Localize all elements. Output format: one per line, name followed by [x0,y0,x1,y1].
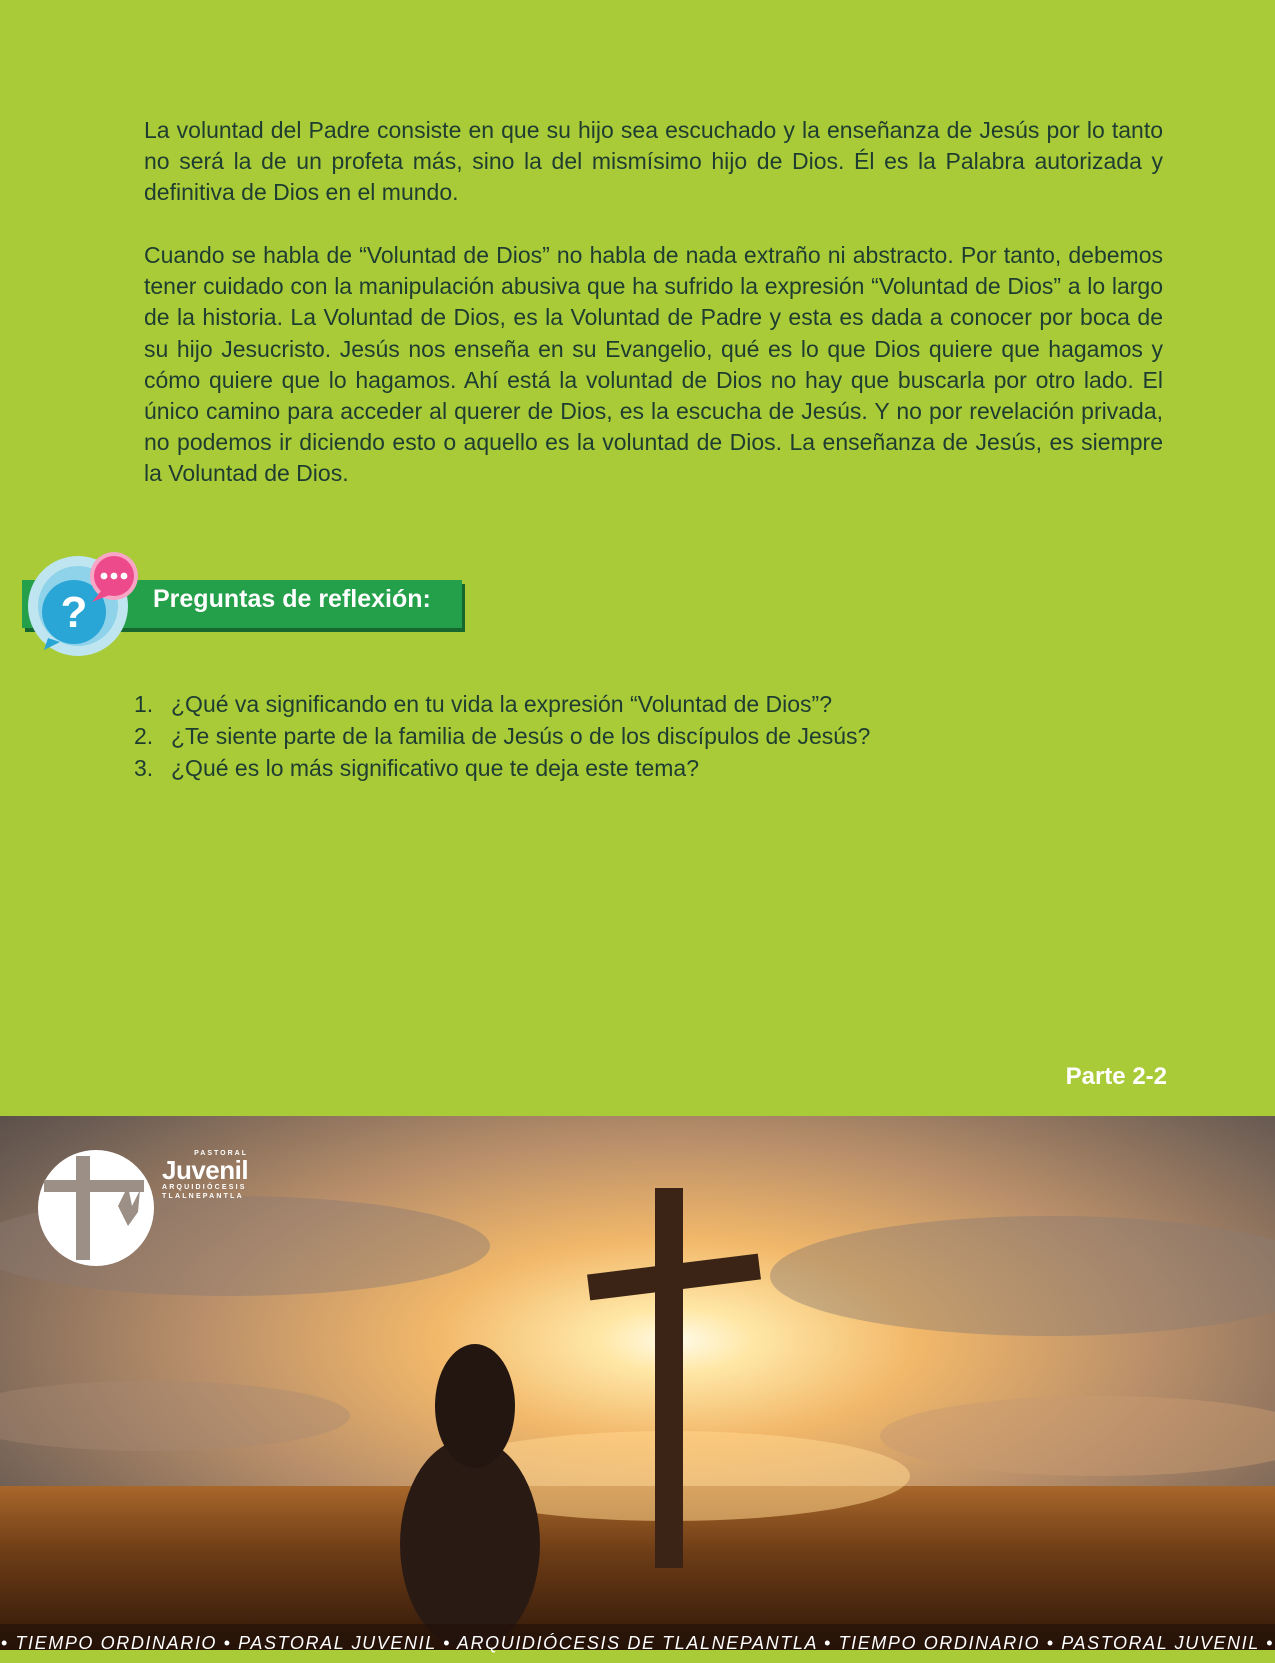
question-text: ¿Qué es lo más significativo que te deja este tema? [171,755,700,781]
body-paragraph-1: La voluntad del Padre consiste en que su hijo sea escuchado y la enseñanza de Jesús por lo tanto no será la de un profeta más, sino la del mismísimo hijo de Dios. Él es la Palabra autorizada y definitiva de Dios en el mundo. [144,117,1163,206]
list-item [130,720,870,752]
reflection-header [18,550,468,660]
logo-text [162,1150,248,1201]
reflection-title: Preguntas de reflexión: [153,585,431,613]
part-label: Parte 2-2 [1065,1063,1167,1090]
question-number: 1. [134,691,154,717]
logo-top-text: PASTORAL [194,1150,248,1157]
body-paragraph-2: Cuando se habla de “Voluntad de Dios” no habla de nada extraño ni abstracto. Por tanto, debemos tener cuidado con la manipulación abusiva que ha sufrido la expresión “Voluntad de Dios” a lo largo de la historia. La Voluntad de Dios, es la Voluntad de Padre y esta es dada a conocer por boca de su hijo Jesucristo. Jesús nos enseña en su Evangelio, qué es lo que Dios quiere que hagamos y cómo quiere que lo hagamos. Ahí está la voluntad de Dios no hay que buscarla por otro lado. El único camino para acceder al querer de Dios, es la escucha de Jesús. Y no por revelación privada, no podemos ir diciendo esto o aquello es la voluntad de Dios. La enseñanza de Jesús, es siempre la Voluntad de Dios. [144,242,1163,487]
list-item [130,688,870,720]
question-number: 2. [134,723,154,749]
question-text: ¿Qué va significando en tu vida la expresión “Voluntad de Dios”? [171,691,833,717]
svg-text:?: ? [60,588,88,637]
pastoral-juvenil-logo [36,1146,266,1270]
chat-bubble-icon [84,552,142,604]
logo-main-text: Juvenil [162,1155,249,1185]
logo-sub-line-2: TLALNEPANTLA [162,1193,244,1200]
question-list [130,688,870,784]
question-text: ¿Te siente parte de la familia de Jesús o de los discípulos de Jesús? [171,723,871,749]
list-item [130,752,870,784]
logo-sub-line-1: ARQUIDIÓCESIS [162,1184,247,1191]
footer-strip: • TIEMPO ORDINARIO • PASTORAL JUVENIL • ARQUIDIÓCESIS DE TLALNEPANTLA • TIEMPO ORDINARIO • PASTORAL JUVENIL • [0,1633,1275,1653]
question-number: 3. [134,755,154,781]
